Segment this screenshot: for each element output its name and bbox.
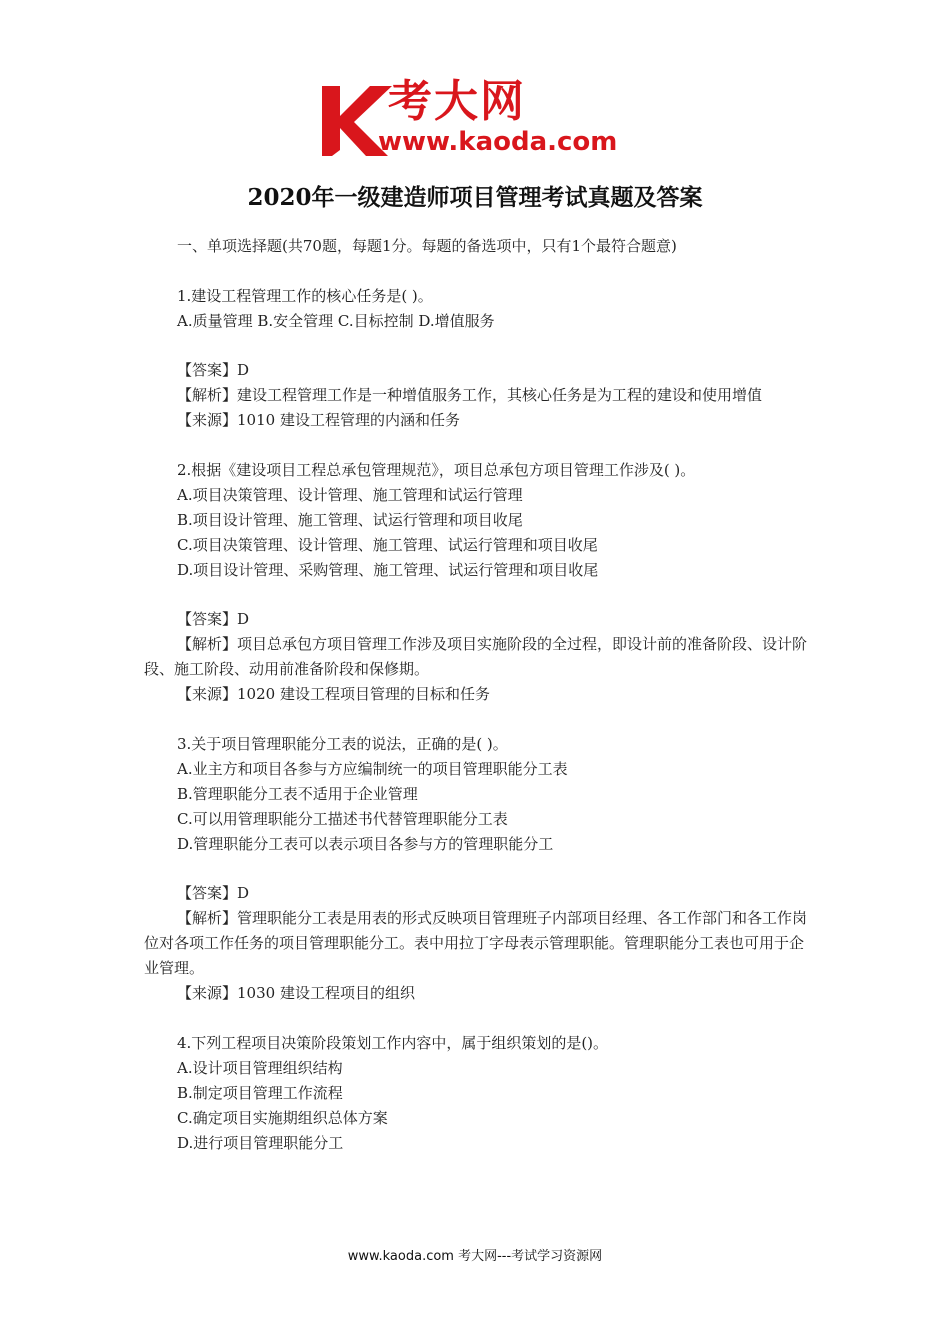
question-3-answer: 【答案】D — [177, 884, 250, 902]
question-2-option-c: C.项目决策管理、设计管理、施工管理、试运行管理和项目收尾 — [177, 535, 598, 554]
page-title: 2020年一级建造师项目管理考试真题及答案 — [247, 184, 703, 211]
question-3-option-a: A.业主方和项目各参与方应编制统一的项目管理职能分工表 — [177, 759, 568, 778]
section-heading: 一、单项选择题(共70题，每题1分。每题的备选项中，只有1个最符合题意) — [177, 237, 677, 255]
question-3-option-c: C.可以用管理职能分工描述书代替管理职能分工表 — [177, 809, 508, 828]
kaoda-logo — [318, 76, 638, 160]
question-3-source: 【来源】1030 建设工程项目的组织 — [177, 984, 415, 1002]
question-2-source: 【来源】1020 建设工程项目管理的目标和任务 — [177, 685, 490, 703]
brand-url: www.kaoda.com — [378, 127, 618, 157]
question-2-analysis: 【解析】项目总承包方项目管理工作涉及项目实施阶段的全过程，即设计前的准备阶段、设计阶段、施工阶段、动用前准备阶段和保修期。 — [144, 635, 808, 678]
question-4-stem: 4.下列工程项目决策阶段策划工作内容中，属于组织策划的是()。 — [177, 1033, 609, 1052]
question-3-option-d: D.管理职能分工表可以表示项目各参与方的管理职能分工 — [177, 834, 554, 853]
question-1-analysis: 【解析】建设工程管理工作是一种增值服务工作，其核心任务是为工程的建设和使用增值 — [177, 386, 763, 404]
question-2-answer: 【答案】D — [177, 610, 250, 628]
question-4-option-a: A.设计项目管理组织结构 — [177, 1058, 343, 1077]
question-2-option-d: D.项目设计管理、采购管理、施工管理、试运行管理和项目收尾 — [177, 560, 599, 579]
question-4-option-b: B.制定项目管理工作流程 — [177, 1083, 343, 1102]
question-1-stem: 1.建设工程管理工作的核心任务是( )。 — [177, 286, 433, 305]
question-3-stem: 3.关于项目管理职能分工表的说法，正确的是( )。 — [177, 734, 508, 753]
question-4-option-c: C.确定项目实施期组织总体方案 — [177, 1108, 388, 1127]
question-1-answer: 【答案】D — [177, 361, 250, 379]
page-footer: www.kaoda.com 考大网---考试学习资源网 — [347, 1249, 603, 1264]
question-3-analysis: 【解析】管理职能分工表是用表的形式反映项目管理班子内部项目经理、各工作部门和各工作岗位对各项工作任务的项目管理职能分工。表中用拉丁字母表示管理职能。管理职能分工表也可用于企业管理。 — [144, 909, 808, 977]
question-2-stem: 2.根据《建设项目工程总承包管理规范》，项目总承包方项目管理工作涉及( )。 — [177, 460, 696, 479]
question-4-option-d: D.进行项目管理职能分工 — [177, 1133, 344, 1152]
question-1-options: A.质量管理 B.安全管理 C.目标控制 D.增值服务 — [177, 311, 495, 330]
question-1-source: 【来源】1010 建设工程管理的内涵和任务 — [177, 411, 460, 429]
question-2-option-a: A.项目决策管理、设计管理、施工管理和试运行管理 — [177, 485, 523, 504]
brand-name: 考大网 — [388, 76, 526, 127]
question-3-option-b: B.管理职能分工表不适用于企业管理 — [177, 784, 418, 803]
document-body — [144, 234, 810, 1156]
question-2-option-b: B.项目设计管理、施工管理、试运行管理和项目收尾 — [177, 510, 523, 529]
